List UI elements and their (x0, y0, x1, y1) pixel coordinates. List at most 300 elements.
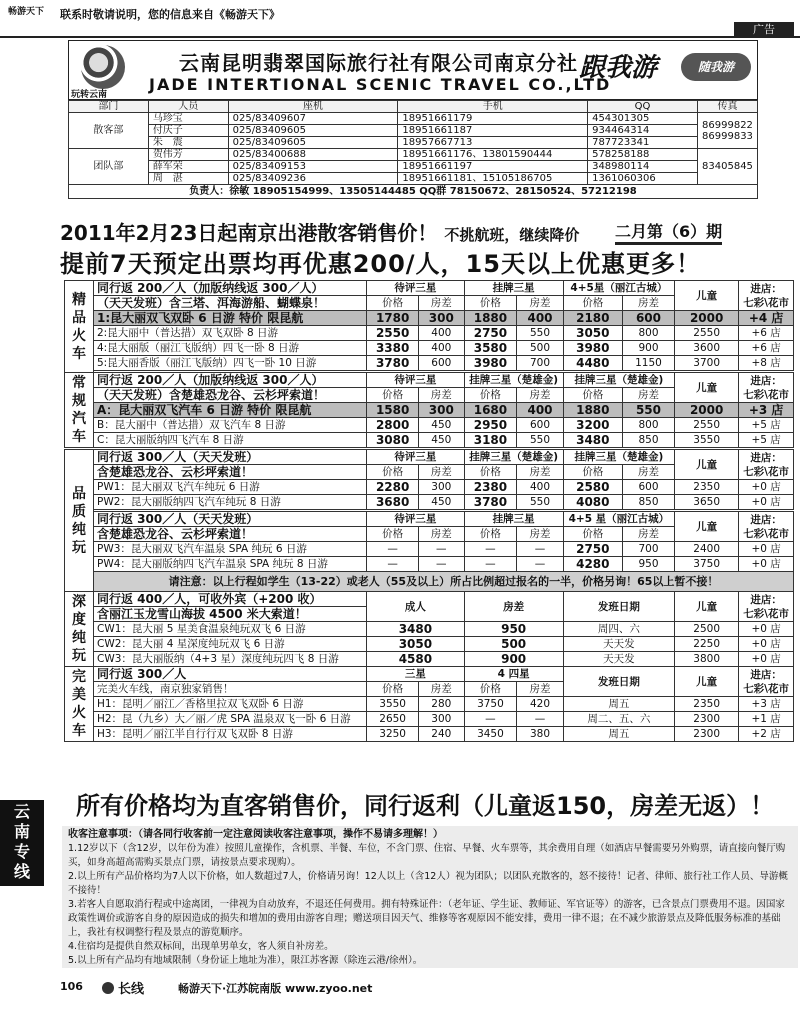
adult-header: 成人 (367, 592, 464, 622)
price-header: 价格 (464, 465, 517, 480)
cell: 2000 (675, 403, 739, 418)
price-header: 价格 (464, 527, 517, 542)
t3-title-row (65, 450, 794, 465)
contact-person: 朱 震 (148, 137, 228, 149)
cell: 2350 (675, 697, 739, 712)
tour-row (65, 433, 794, 448)
cell: 700 (622, 542, 674, 557)
cell: +0 店 (739, 480, 794, 495)
note-item: 5.以上所有产品均有地域限制（身份证上地址为准），限江苏客源（除连云港/徐州）。 (68, 955, 423, 966)
cell: 3680 (367, 495, 419, 510)
diff-header: 房差 (419, 465, 465, 480)
cell: 550 (517, 495, 563, 510)
cell: 2380 (464, 480, 517, 495)
tour-name: CW3：昆大丽版纳（4+3 星）深度纯玩四飞 8 日游 (93, 652, 366, 667)
cell: +4 店 (739, 311, 794, 326)
col-person: 人员 (148, 101, 228, 113)
cell: 2350 (675, 480, 739, 495)
cell: +0 店 (739, 495, 794, 510)
t1-title-row (65, 281, 794, 296)
grade-label: 待评三星 (367, 450, 464, 465)
magazine-credit: 畅游天下·江苏皖南版 www.zyoo.net (178, 982, 373, 995)
cell: 3980 (464, 356, 517, 371)
cell: 450 (419, 433, 465, 448)
cell: 500 (517, 341, 563, 356)
tour-name (93, 403, 366, 418)
cell: — (517, 542, 563, 557)
section-label: 深度纯玩 (65, 592, 94, 667)
grade-label: 挂牌三星 (464, 512, 563, 527)
cell: 2500 (675, 622, 739, 637)
cell: 300 (419, 311, 465, 326)
grade-label: 挂牌三星（楚雄金) (563, 450, 674, 465)
contact-row (69, 125, 758, 137)
tour-row (65, 418, 794, 433)
contact-mobile: 18951661181、15105186705 (398, 173, 588, 185)
section-label: 完美火车 (65, 667, 94, 742)
child-header: 儿童 (675, 592, 739, 622)
tour-name: 5:昆大丽香版（丽江飞版纳）四飞一卧 10 日游 (93, 356, 366, 371)
early-booking-banner: 提前7天预定出票均再优惠200/人，15天以上优惠更多！ (60, 250, 701, 278)
cell: 850 (622, 495, 674, 510)
cell: 450 (419, 418, 465, 433)
grade-label: 4 四星 (464, 667, 563, 682)
dept-name: 团队部 (69, 149, 149, 185)
tour-name: C：昆大丽版纳四飞汽车 8 日游 (93, 433, 366, 448)
tour-name: PW1：昆大丽双飞汽车纯玩 6 日游 (93, 480, 366, 495)
date-header: 发班日期 (563, 667, 674, 697)
tour-name: 4:昆大丽版（丽江飞版纳）四飞一卧 8 日游 (93, 341, 366, 356)
diff-header: 房差 (622, 527, 674, 542)
child-header: 儿童 (675, 373, 739, 403)
cell: 550 (517, 326, 563, 341)
cell: — (367, 557, 419, 572)
tour-name: 2:昆大丽中（普达措）双飞双卧 8 日游 (93, 326, 366, 341)
cell: 3050 (563, 326, 622, 341)
cell: 4580 (367, 652, 464, 667)
cell: 550 (622, 403, 674, 418)
tour-name: CW2：昆大丽 4 星深度纯玩双飞 6 日游 (93, 637, 366, 652)
cell: 2180 (563, 311, 622, 326)
cell: 3550 (367, 697, 419, 712)
cell: +6 店 (739, 341, 794, 356)
shop-header (739, 592, 794, 622)
magazine-mini-logo: 畅游天下 (8, 7, 45, 17)
cell: +0 店 (739, 637, 794, 652)
cell: 2800 (367, 418, 419, 433)
grade-label: 挂牌三星（楚雄金) (464, 373, 563, 388)
contact-person: 周 湛 (148, 173, 228, 185)
tour-row (65, 727, 794, 742)
cell: 3250 (367, 727, 419, 742)
t5-subtitle: 含丽江玉龙雪山海拔 4500 米大索道！ (93, 607, 366, 622)
diff-header: 房差 (517, 388, 563, 403)
price-header: 价格 (464, 682, 517, 697)
cell: +5 店 (739, 418, 794, 433)
cell: 3580 (464, 341, 517, 356)
cell: 3600 (675, 341, 739, 356)
shop-label: 进店： (750, 513, 782, 526)
col-qq: QQ (588, 101, 698, 113)
grade-label: 待评三星 (367, 281, 464, 296)
cell: 1780 (367, 311, 419, 326)
contact-person: 付庆子 (148, 125, 228, 137)
cell: 4080 (563, 495, 622, 510)
special-tag: 特价 (239, 311, 264, 325)
cell: 3480 (367, 622, 464, 637)
grade-label: 待评三星 (367, 512, 464, 527)
ad-tag: 广告 (734, 22, 794, 38)
cell: 3450 (464, 727, 517, 742)
contacts-table (68, 100, 758, 199)
cell: 天天发 (563, 637, 674, 652)
cell: 2400 (675, 542, 739, 557)
tour-row (65, 356, 794, 371)
note-item: 2.以上所有产品价格均为7人以下价格，如人数超过7人，价格请另询！12人以上（含12人）视为团队；以团队充散客的，怒不接待！记者、律师、旅行社工作人员、导游概不接待！ (68, 871, 788, 896)
cell: +6 店 (739, 326, 794, 341)
note-item: 1.12岁以下（含12岁，以年份为准）按照儿童操作，含机票、半餐、车位，不含门票、住宿、早餐、火车票等，其余费用自理（如酒店早餐需要另外购票，请直接向餐厅购买，如身高超高需购买景点门票，请按景点要求现购）。 (68, 843, 786, 868)
cell: 600 (517, 418, 563, 433)
tour-row-special (65, 403, 794, 418)
cell: 1680 (464, 403, 517, 418)
shop-label: 进店： (750, 374, 782, 387)
contacts-header-row (69, 101, 758, 113)
cell: — (517, 557, 563, 572)
cell: 550 (517, 433, 563, 448)
t3-title: 同行返 300／人（天天发班） (93, 450, 366, 465)
tour-name: CW1：昆大丽 5 星美食温泉纯玩双飞 6 日游 (93, 622, 366, 637)
footer-section: 长线 (118, 982, 145, 997)
tour-row (65, 697, 794, 712)
cell: +0 店 (739, 557, 794, 572)
t1-title: 同行返 200／人（加版纳线返 300／人） (93, 281, 366, 296)
shop-sub: 七彩\花市 (743, 682, 790, 695)
grade-label: 挂牌三星（楚雄金) (464, 450, 563, 465)
tour-row (65, 341, 794, 356)
diff-header: 房差 (517, 296, 563, 311)
contact-qq: 1361060306 (588, 173, 698, 185)
cell: 400 (419, 341, 465, 356)
top-rule (0, 36, 800, 38)
shop-sub: 七彩\花市 (743, 527, 790, 540)
section-label: 常规汽车 (65, 373, 94, 448)
diff-header: 房差 (622, 388, 674, 403)
tour-name: PW2：昆大丽版纳四飞汽车纯玩 8 日游 (93, 495, 366, 510)
diff-header: 房差 (464, 592, 563, 622)
cell: 400 (517, 480, 563, 495)
cell: 3780 (367, 356, 419, 371)
cell: 280 (419, 697, 465, 712)
section-label: 品质纯玩 (65, 450, 94, 592)
tour-row (65, 557, 794, 572)
col-mobile: 手机 (398, 101, 588, 113)
cell: 600 (419, 356, 465, 371)
diff-header: 房差 (419, 388, 465, 403)
price-header: 价格 (563, 465, 622, 480)
cell: 900 (622, 341, 674, 356)
cell: 3180 (464, 433, 517, 448)
col-landline: 座机 (228, 101, 398, 113)
top-bar (0, 0, 800, 38)
brand-badge: 随我游 (681, 53, 751, 81)
price-table (64, 280, 794, 742)
diff-header: 房差 (419, 296, 465, 311)
tour-name: B：昆大丽中（普达措）双飞汽车 8 日游 (93, 418, 366, 433)
cell: +8 店 (739, 356, 794, 371)
shop-sub: 七彩\花市 (743, 388, 790, 401)
cell: 700 (517, 356, 563, 371)
tour-row (65, 326, 794, 341)
t6-subtitle: 完美火车线，南京独家销售！ (93, 682, 366, 697)
tour-row (65, 652, 794, 667)
contact-qq: 454301305 (588, 113, 698, 125)
cell: +2 店 (739, 727, 794, 742)
cell: 420 (517, 697, 563, 712)
cell: 3550 (675, 433, 739, 448)
sale-banner-sub: 不挑航班，继续降价 (444, 226, 580, 244)
cell: 天天发 (563, 652, 674, 667)
tour-row (65, 712, 794, 727)
cell: 1880 (464, 311, 517, 326)
contact-person: 贺伟芳 (148, 149, 228, 161)
cell: 周二、五、六 (563, 712, 674, 727)
cell: 400 (419, 326, 465, 341)
cell: 450 (419, 495, 465, 510)
cell: 850 (622, 433, 674, 448)
price-header: 价格 (367, 527, 419, 542)
shop-label: 进店： (750, 668, 782, 681)
contact-person: 马珍宝 (148, 113, 228, 125)
section-label: 精品火车 (65, 281, 94, 373)
contact-landline: 025/83409236 (228, 173, 398, 185)
cell: 800 (622, 326, 674, 341)
tour-row (65, 542, 794, 557)
sale-banner-main: 2011年2月23日起南京出港散客销售价！ (60, 221, 438, 245)
tour-row (65, 480, 794, 495)
shop-header (739, 281, 794, 311)
price-slogan: 所有价格均为直客销售价，同行返利（儿童返150，房差无返）！ (76, 792, 775, 820)
child-header: 儿童 (675, 667, 739, 697)
cell: 2750 (464, 326, 517, 341)
cell: 3480 (563, 433, 622, 448)
contact-row (69, 113, 758, 125)
diff-header: 房差 (419, 682, 465, 697)
cell: 300 (419, 403, 465, 418)
cell: 950 (622, 557, 674, 572)
tour-name: PW4：昆大丽版纳四飞汽车温泉 SPA 纯玩 8 日游 (93, 557, 366, 572)
contact-mobile: 18951661187 (398, 125, 588, 137)
price-header: 价格 (563, 527, 622, 542)
cell: 3080 (367, 433, 419, 448)
col-dept: 部门 (69, 101, 149, 113)
cell: 2580 (563, 480, 622, 495)
grade-label: 三星 (367, 667, 464, 682)
sale-banner (60, 217, 790, 246)
cell: 3650 (675, 495, 739, 510)
note-item: 4.住宿均是提供自然双标间，出现单男单女，客人须自补房差。 (68, 941, 334, 952)
tour-name (93, 311, 366, 326)
cell: 3980 (563, 341, 622, 356)
cell: 3200 (563, 418, 622, 433)
cell: +3 店 (739, 697, 794, 712)
cell: 1880 (563, 403, 622, 418)
t1-subtitle: （天天发班）含三塔、洱海游船、蝴蝶泉！ (93, 296, 366, 311)
contact-row (69, 149, 758, 161)
cell: +0 店 (739, 652, 794, 667)
price-header: 价格 (367, 388, 419, 403)
cell: 900 (464, 652, 563, 667)
cell: 3380 (367, 341, 419, 356)
cell: 3750 (675, 557, 739, 572)
cell: +5 店 (739, 433, 794, 448)
shop-label: 进店： (750, 593, 782, 606)
cell: — (464, 557, 517, 572)
cell: 2250 (675, 637, 739, 652)
child-header: 儿童 (675, 512, 739, 542)
contact-mobile: 18951661179 (398, 113, 588, 125)
age-note-row (65, 572, 794, 592)
contact-qq: 787723341 (588, 137, 698, 149)
tour-row-special (65, 311, 794, 326)
sidebar-label: 云南专线 (13, 802, 30, 881)
cell: 3780 (464, 495, 517, 510)
company-name-en: JADE INTERTIONAL SCENIC TRAVEL CO.,LTD (149, 75, 612, 94)
notes-title: 收客注意事项：（请各同行收客前一定注意阅读收客注意事项，操作不易请多理解！） (68, 829, 443, 840)
cell: +3 店 (739, 403, 794, 418)
cell: 2550 (675, 418, 739, 433)
child-header: 儿童 (675, 450, 739, 480)
diff-header: 房差 (419, 527, 465, 542)
diff-header: 房差 (517, 527, 563, 542)
cell: +1 店 (739, 712, 794, 727)
booking-notes (62, 826, 798, 968)
cell: 3050 (367, 637, 464, 652)
shop-sub: 七彩\花市 (743, 465, 790, 478)
child-header: 儿童 (675, 281, 739, 311)
cell: 2650 (367, 712, 419, 727)
shop-label: 进店： (750, 451, 782, 464)
bullet-icon (102, 982, 114, 994)
note-item: 3.若客人自愿取消行程或中途离团，一律视为自动放弃，不退还任何费用。拥有特殊证件：（老年证、学生证、教师证、军官证等）的游客，已含景点门票费用不退。因国家政策性调价或游客自身的原因造成的损失和增加的费用由游客自理；赠送项目因天气、维修等客观原因不能安排，费用一律不退；在不减少旅游景点及降低服务标准的基础上，我社有权调整行程及景点的游览顺序。 (68, 899, 785, 938)
shop-header (739, 450, 794, 480)
cell: 950 (464, 622, 563, 637)
cell: 800 (622, 418, 674, 433)
contact-qq: 578258188 (588, 149, 698, 161)
date-header: 发班日期 (563, 592, 674, 622)
cell: 600 (622, 480, 674, 495)
tour-row (65, 495, 794, 510)
grade-label: 4+5星（丽江古城） (563, 281, 674, 296)
contact-row (69, 173, 758, 185)
special-tag: 特价 (247, 403, 272, 417)
contact-fax: 86999822 86999833 (697, 113, 757, 149)
tour-row (65, 637, 794, 652)
responsible-person: 负责人：徐敏 18905154999、13505144485 QQ群 78150672、28150524、57212198 (69, 185, 758, 199)
cell: 400 (517, 311, 563, 326)
grade-label: 挂牌三星 (464, 281, 563, 296)
shop-sub: 七彩\花市 (743, 607, 790, 620)
age-note: 请注意：以上行程如学生（13-22）或老人（55及以上）所占比例超过报名的一半，价格另询！65以上暂不接！ (93, 572, 793, 592)
grade-label: 挂牌三星（楚雄金) (563, 373, 674, 388)
cell: 240 (419, 727, 465, 742)
contact-mobile: 18951661197 (398, 161, 588, 173)
contact-mobile: 18957667713 (398, 137, 588, 149)
dept-name: 散客部 (69, 113, 149, 149)
cell: 300 (419, 480, 465, 495)
cell: 500 (464, 637, 563, 652)
cell: 400 (517, 403, 563, 418)
t5-title: 同行返 400／人，可收外宾（+200 收） (93, 592, 366, 607)
tour-row (65, 622, 794, 637)
airline-limit: 限昆航 (275, 403, 312, 417)
price-header: 价格 (464, 296, 517, 311)
contact-person: 薛军荣 (148, 161, 228, 173)
tour-route: 1:昆大丽双飞双卧 6 日游 (96, 311, 235, 325)
contact-notice: 联系时敬请说明，您的信息来自《畅游天下》 (60, 8, 280, 21)
t4-title: 同行返 300／人（天天发班） (93, 512, 366, 527)
cell: 2300 (675, 712, 739, 727)
page-number: 106 (60, 980, 83, 993)
section-sidebar-tab (0, 800, 44, 886)
shop-header (739, 373, 794, 403)
cell: — (419, 542, 465, 557)
t2-title: 同行返 200／人（加版纳线返 300／人） (93, 373, 366, 388)
responsible-row (69, 185, 758, 199)
diff-header: 房差 (517, 682, 563, 697)
cell: 3700 (675, 356, 739, 371)
t6-title: 同行返 300／人 (93, 667, 366, 682)
cell: 2950 (464, 418, 517, 433)
t2-title-row (65, 373, 794, 388)
grade-label: 4+5 星（丽江古城） (563, 512, 674, 527)
airline-limit: 限昆航 (267, 311, 304, 325)
contact-landline: 025/83409605 (228, 137, 398, 149)
contact-landline: 025/83400688 (228, 149, 398, 161)
contact-qq: 348980114 (588, 161, 698, 173)
diff-header: 房差 (622, 296, 674, 311)
tour-name: PW3：昆大丽双飞汽车温泉 SPA 纯玩 6 日游 (93, 542, 366, 557)
cell: 周四、六 (563, 622, 674, 637)
cell: 2550 (367, 326, 419, 341)
cell: 周五 (563, 727, 674, 742)
logo-caption: 玩转云南 (71, 90, 108, 100)
price-header: 价格 (563, 296, 622, 311)
contact-fax: 83405845 (697, 149, 757, 185)
tour-route: A：昆大丽双飞汽车 6 日游 (96, 403, 243, 417)
shop-sub: 七彩\花市 (743, 296, 790, 309)
shop-label: 进店： (750, 282, 782, 295)
t4-title-row (65, 512, 794, 527)
diff-header: 房差 (517, 465, 563, 480)
company-header (68, 40, 758, 100)
cell: 4480 (563, 356, 622, 371)
contact-row (69, 137, 758, 149)
cell: +0 店 (739, 542, 794, 557)
contact-mobile: 18951661176、13801590444 (398, 149, 588, 161)
grade-label: 待评三星 (367, 373, 464, 388)
diff-header: 房差 (622, 465, 674, 480)
t3-subtitle: 含楚雄恐龙谷、云杉坪索道！ (93, 465, 366, 480)
issue-period: 二月第（6）期 (615, 219, 722, 245)
cell: 380 (517, 727, 563, 742)
price-header: 价格 (367, 465, 419, 480)
contact-landline: 025/83409607 (228, 113, 398, 125)
cell: +0 店 (739, 622, 794, 637)
cell: — (464, 712, 517, 727)
cell: 3750 (464, 697, 517, 712)
price-header: 价格 (563, 388, 622, 403)
cell: — (419, 557, 465, 572)
